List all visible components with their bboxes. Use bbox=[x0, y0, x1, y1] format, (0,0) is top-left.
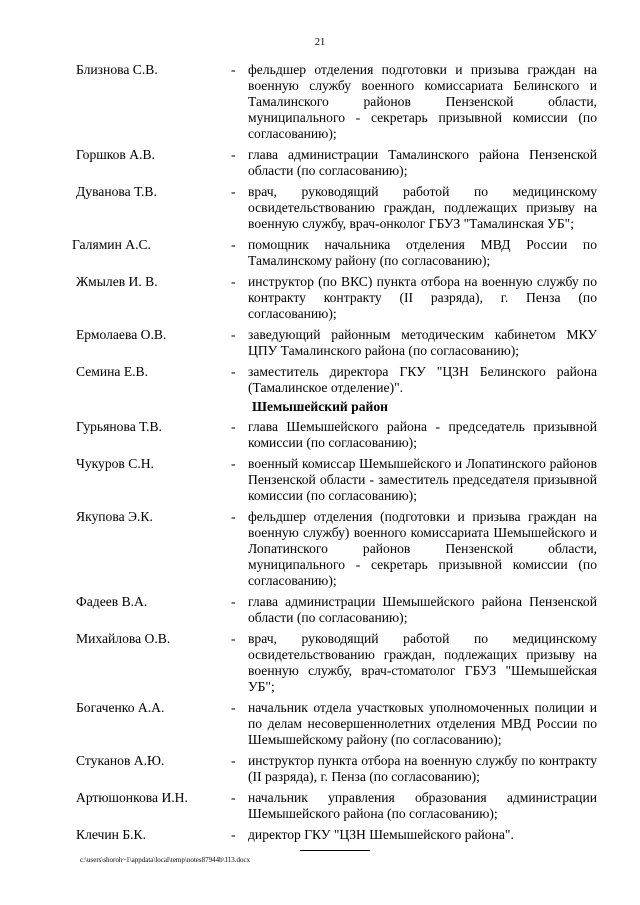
member-entry bbox=[0, 753, 640, 785]
member-entry bbox=[0, 184, 640, 232]
member-entry bbox=[0, 274, 640, 322]
dash: - bbox=[231, 364, 236, 379]
footer-file-path: c:\users\shoroh~1\appdata\local\temp\notes87944b\113.docx bbox=[80, 856, 251, 864]
member-name: Стуканов А.Ю. bbox=[76, 753, 165, 768]
member-entry bbox=[0, 631, 640, 695]
dash: - bbox=[231, 753, 236, 768]
member-entry bbox=[0, 237, 640, 269]
dash: - bbox=[231, 790, 236, 805]
dash: - bbox=[231, 62, 236, 77]
member-role: глава администрации Тамалинского района Пензенской области (по согласованию); bbox=[248, 147, 597, 178]
member-role: глава Шемышейского района - председатель призывной комиссии (по согласованию); bbox=[248, 419, 597, 450]
dash: - bbox=[231, 274, 236, 289]
member-role: начальник управления образования администрации Шемышейского района (по согласованию); bbox=[248, 790, 597, 821]
member-entry bbox=[0, 456, 640, 504]
member-name: Галямин А.С. bbox=[72, 237, 151, 252]
member-role: инструктор (по ВКС) пункта отбора на военную службу по контракту контракту (II разряда), г. Пенза (по согласованию); bbox=[248, 274, 597, 321]
member-role: фельдшер отделения (подготовки и призыва граждан на военную службу) военного комиссариата Шемышейского и Лопатинского районов Пензенской области, муниципального - секретарь призывной комиссии (по согласованию); bbox=[248, 509, 597, 588]
member-name: Клечин Б.К. bbox=[76, 827, 146, 842]
member-name: Михайлова О.В. bbox=[76, 631, 171, 646]
dash: - bbox=[231, 631, 236, 646]
dash: - bbox=[231, 594, 236, 609]
member-entry bbox=[0, 827, 640, 843]
member-entry bbox=[0, 62, 640, 142]
dash: - bbox=[231, 147, 236, 162]
dash: - bbox=[231, 700, 236, 715]
member-name: Фадеев В.А. bbox=[76, 594, 148, 609]
member-entry bbox=[0, 509, 640, 589]
dash: - bbox=[231, 184, 236, 199]
dash: - bbox=[231, 827, 236, 842]
dash: - bbox=[231, 237, 236, 252]
member-role: фельдшер отделения подготовки и призыва граждан на военную службу военного комиссариата Белинского и Тамалинского районов Пензенской области, муниципального - секретарь призывной комиссии (по согласованию); bbox=[248, 62, 597, 141]
member-role: помощник начальника отделения МВД России по Тамалинскому району (по согласованию); bbox=[248, 237, 597, 268]
member-name: Жмылев И. В. bbox=[76, 274, 158, 289]
member-role: заместитель директора ГКУ "ЦЗН Белинского района (Тамалинское отделение)". bbox=[248, 364, 597, 395]
dash: - bbox=[231, 327, 236, 342]
member-role: начальник отдела участковых уполномоченных полиции и по делам несовершеннолетних отделения МВД России по Шемышейскому району (по согласованию); bbox=[248, 700, 597, 747]
member-name: Чукуров С.Н. bbox=[76, 456, 154, 471]
member-role: директор ГКУ "ЦЗН Шемышейского района". bbox=[248, 827, 514, 842]
member-entry bbox=[0, 700, 640, 748]
member-entry bbox=[0, 790, 640, 822]
commission-member-list bbox=[0, 62, 640, 848]
page-number: 21 bbox=[314, 37, 326, 48]
member-entry bbox=[0, 147, 640, 179]
member-entry bbox=[0, 419, 640, 451]
member-role: заведующий районным методическим кабинетом МКУ ЦПУ Тамалинского района (по согласованию); bbox=[248, 327, 597, 358]
footer-divider bbox=[300, 850, 370, 851]
district-heading: Шемышейский район bbox=[252, 399, 388, 414]
member-name: Ермолаева О.В. bbox=[76, 327, 167, 342]
member-role: военный комиссар Шемышейского и Лопатинского районов Пензенской области - заместитель председателя призывной комиссии (по согласованию); bbox=[248, 456, 597, 503]
member-entry bbox=[0, 594, 640, 626]
member-name: Артюшонкова И.Н. bbox=[76, 790, 188, 805]
member-role: инструктор пункта отбора на военную службу по контракту (II разряда), г. Пенза (по согласованию); bbox=[248, 753, 597, 784]
dash: - bbox=[231, 419, 236, 434]
dash: - bbox=[231, 509, 236, 524]
member-name: Якупова Э.К. bbox=[76, 509, 153, 524]
dash: - bbox=[231, 456, 236, 471]
member-name: Богаченко А.А. bbox=[76, 700, 165, 715]
member-name: Близнова С.В. bbox=[76, 62, 158, 77]
member-name: Дуванова Т.В. bbox=[76, 184, 157, 199]
member-role: врач, руководящий работой по медицинскому освидетельствованию граждан, подлежащих призыву на военную службу, врач-онколог ГБУЗ "Тамалинская УБ"; bbox=[248, 184, 597, 231]
member-name: Горшков А.В. bbox=[76, 147, 155, 162]
member-role: глава администрации Шемышейского района Пензенской области (по согласованию); bbox=[248, 594, 597, 625]
member-entry bbox=[0, 364, 640, 396]
member-name: Гурьянова Т.В. bbox=[76, 419, 162, 434]
member-role: врач, руководящий работой по медицинскому освидетельствованию граждан, подлежащих призыву на военную службу, врач-стоматолог ГБУЗ "Шемышейская УБ"; bbox=[248, 631, 597, 694]
member-entry bbox=[0, 327, 640, 359]
member-name: Семина Е.В. bbox=[76, 364, 149, 379]
